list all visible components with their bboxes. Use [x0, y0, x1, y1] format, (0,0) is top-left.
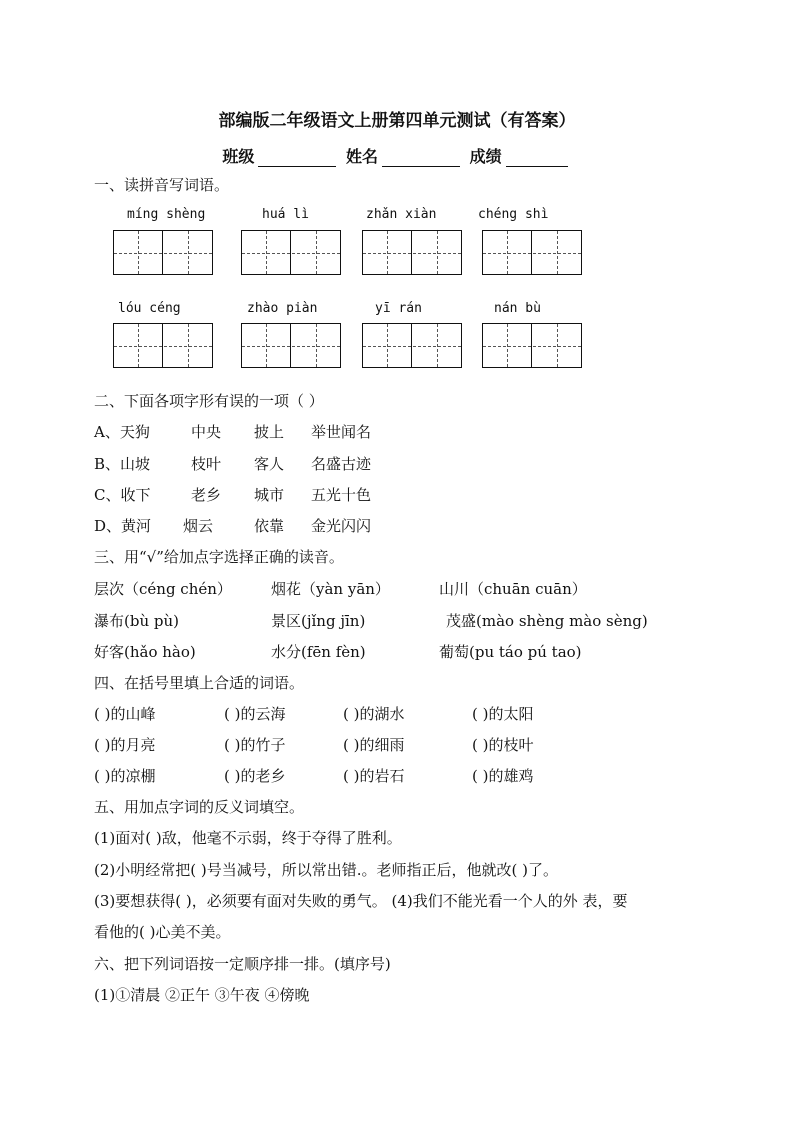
option-word: 披上 [254, 423, 285, 441]
section3-heading: 三、用“√”给加点字选择正确的读音。 [94, 548, 344, 566]
fill-phrase: ( )的枝叶 [472, 736, 534, 754]
option-word: 客人 [254, 455, 285, 473]
name-blank[interactable] [382, 150, 460, 167]
reading-choice: 水分(fēn fèn) [271, 643, 366, 661]
reading-choice: 层次（céng chén） [94, 580, 232, 598]
fill-phrase: ( )的细雨 [343, 736, 405, 754]
section2-heading: 二、下面各项字形有误的一项（ ） [94, 392, 324, 410]
fill-phrase: ( )的竹子 [224, 736, 286, 754]
option-word: 枝叶 [191, 455, 222, 473]
pinyin-label: yī rán [375, 301, 422, 316]
reading-choice: 山川（chuān cuān） [439, 580, 587, 598]
option-word: 烟云 [183, 517, 214, 535]
student-info-line [0, 144, 794, 167]
pinyin-label: lóu céng [118, 301, 181, 316]
tianzige-box[interactable] [482, 323, 582, 368]
fill-phrase: ( )的月亮 [94, 736, 156, 754]
score-label: 成绩 [469, 147, 502, 166]
fill-phrase: ( )的岩石 [343, 767, 405, 785]
option-word: A、天狗 [94, 423, 150, 441]
class-label: 班级 [222, 147, 255, 166]
option-word: B、山坡 [94, 455, 151, 473]
option-word: D、黄河 [94, 517, 152, 535]
pinyin-label: chéng shì [478, 207, 549, 222]
page-title: 部编版二年级语文上册第四单元测试（有答案） [218, 111, 576, 131]
section4-heading: 四、在括号里填上合适的词语。 [94, 674, 305, 692]
option-word: 城市 [254, 486, 285, 504]
tianzige-box[interactable] [362, 230, 462, 275]
fill-phrase: ( )的湖水 [343, 705, 405, 723]
pinyin-label: zhǎn xiàn [366, 207, 437, 222]
option-word: 中央 [191, 423, 222, 441]
pinyin-label: míng shèng [127, 207, 206, 222]
class-blank[interactable] [258, 150, 336, 167]
reading-choice: 茂盛(mào shèng mào sèng) [446, 612, 648, 630]
fill-phrase: ( )的雄鸡 [472, 767, 534, 785]
section6-heading: 六、把下列词语按一定顺序排一排。(填序号) [94, 955, 391, 973]
option-word: 五光十色 [311, 486, 372, 504]
sentence-line: (2)小明经常把( )号当减号，所以常出错.。老师指正后，他就改( )了。 [94, 861, 558, 879]
tianzige-box[interactable] [113, 323, 213, 368]
option-word: 举世闻名 [311, 423, 372, 441]
tianzige-box[interactable] [362, 323, 462, 368]
option-word: C、收下 [94, 486, 151, 504]
fill-phrase: ( )的太阳 [472, 705, 534, 723]
sentence-line: 看他的( )心美不美。 [94, 923, 231, 941]
option-word: 老乡 [191, 486, 222, 504]
ordering-line: (1)①清晨 ②正午 ③午夜 ④傍晚 [94, 986, 310, 1004]
reading-choice: 瀑布(bù pù) [94, 612, 179, 630]
fill-phrase: ( )的老乡 [224, 767, 286, 785]
reading-choice: 葡萄(pu táo pú tao) [439, 643, 582, 661]
option-word: 金光闪闪 [311, 517, 372, 535]
sentence-line: (1)面对( )敌，他毫不示弱，终于夺得了胜利。 [94, 829, 402, 847]
tianzige-box[interactable] [241, 323, 341, 368]
fill-phrase: ( )的山峰 [94, 705, 156, 723]
tianzige-box[interactable] [113, 230, 213, 275]
option-word: 依靠 [254, 517, 285, 535]
sentence-line: (3)要想获得( )，必须要有面对失败的勇气。 (4)我们不能光看一个人的外 表，要 [94, 892, 628, 910]
reading-choice: 烟花（yàn yān） [271, 580, 390, 598]
pinyin-label: huá lì [262, 207, 309, 222]
reading-choice: 好客(hǎo hào) [94, 643, 196, 661]
pinyin-label: zhào piàn [247, 301, 318, 316]
score-blank[interactable] [506, 150, 568, 167]
fill-phrase: ( )的凉棚 [94, 767, 156, 785]
section1-heading: 一、读拼音写词语。 [94, 176, 230, 194]
fill-phrase: ( )的云海 [224, 705, 286, 723]
pinyin-label: nán bù [494, 301, 541, 316]
tianzige-box[interactable] [482, 230, 582, 275]
name-label: 姓名 [345, 147, 378, 166]
option-word: 名盛古迹 [311, 455, 372, 473]
section5-heading: 五、用加点字词的反义词填空。 [94, 798, 305, 816]
tianzige-box[interactable] [241, 230, 341, 275]
reading-choice: 景区(jǐng jīn) [271, 612, 366, 630]
